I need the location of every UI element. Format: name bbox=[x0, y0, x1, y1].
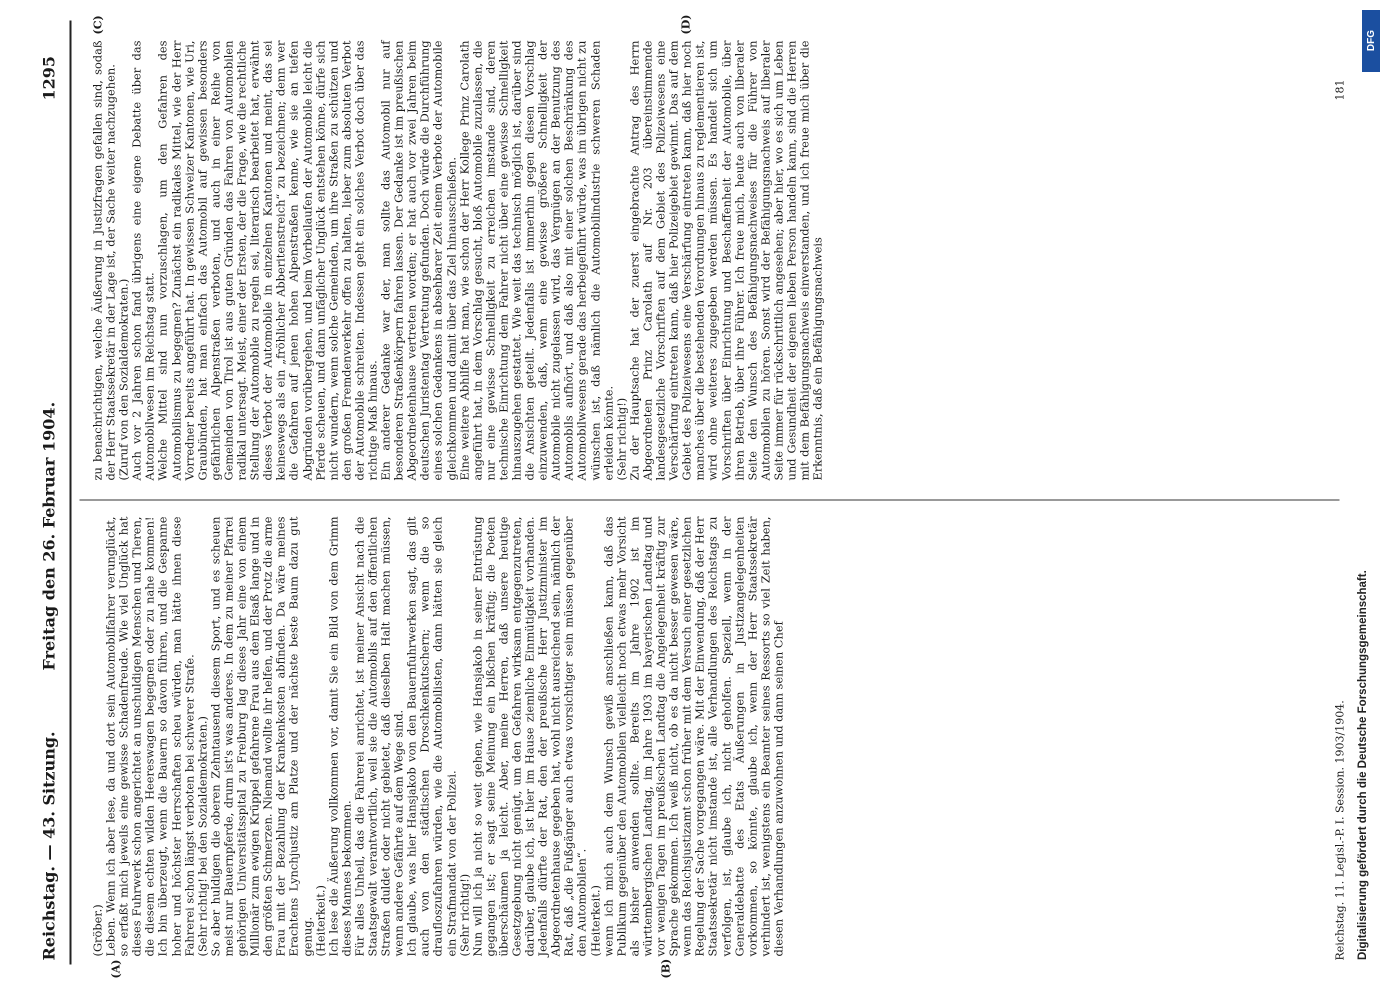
dfg-logo-text: DFG bbox=[1365, 30, 1377, 52]
margin-marker-b: (B) bbox=[659, 958, 673, 979]
margin-marker-a: (A) bbox=[109, 959, 123, 979]
page-number-top: 1295 bbox=[39, 55, 59, 101]
text-column-right: zu benachrichtigen, welche Äußerung in Justizfragen gefallen sind, sodaß der Herr Staatssekretär in der Lage ist, der Sache weiter nachzugehen. (Zuruf von den Sozialdemokraten.) Auch vor 2 Jahren schon fand übrigens eine eigene Debatte über das Automobilwesen im Reichstag statt. Welche Mittel sind nun vorzuschlagen, um den Gefahren des Automobilismus zu begegnen? Zunächst ein radikales Mittel, wie der Herr Vorredner bereits angeführt hat. In gewissen Schweizer Kantonen, wie Uri, Graubünden, hat man einfach das Automobil auf gewissen besonders gefährlichen Alpenstraßen verboten, und auch in einer Reihe von Gemeinden von Tirol ist aus guten Gründen das Fahren von Automobilen radikal untersagt. Meist, einer der Ersten, der die Frage, wie die rechtliche Stellung der Automobile zu regeln sei, literarisch bearbeitet hat, erwähnt dieses Verbot der Automobile in einzelnen Kantonen und meint, das sei keineswegs als ein „fröhlicher Abberitenstreich“ zu bezeichnen; denn wer die Gefahren auf jenen hohen Alpenstraßen kenne, wie sie an tiefen Abgründen vorübergehen, und beim Vorbeilaufen der Automobile leicht die Pferde scheuen, und dann unfäglicher Unglück entstehen könne, dürfe sich nicht wundern, wenn solche Gemeinden, um ihre Straßen zu schützen und den großen Fremdenverkehr offen zu halten, lieber zum absoluten Verbot der Automobile schreiten. Indessen geht ein solches Verbot doch über das richtige Maß hinaus. Ein anderer Gedanke war der, man sollte das Automobil nur auf besonderen Straßenkörpern fahren lassen. Der Gedanke ist im preußischen Abgeordnetenhause vertreten worden; er hat auch vor zwei Jahren beim deutschen Juristentag Vertretung gefunden. Doch würde die Durchführung eines solchen Gedankens in absehbarer Zeit einem Verbote der Automobile gleichkommen und damit über das Ziel hinausschießen. Eine weitere Abhilfe hat man, wie schon der Herr Kollege Prinz Carolath angeführt hat, in dem Vorschlag gesucht, bloß Automobile zuzulassen, die nur eine gewisse Schnelligkeit zu erreichen imstande sind, deren technische Einrichtung dem Fahrer nicht über eine gewisse Schnelligkeit hinauszugehen gestattet. Wie weit das technisch möglich ist, darüber sind die Ansichten geteilt. Jedenfalls ist immerhin gegen diesen Vorschlag einzuwenden, daß, wenn eine gewisse größere Schnelligkeit der Automobile nicht zugelassen wird, das Vergnügen an der Benutzung des Automobils aufhört, und daß also mit einer solchen Beschränkung des Automobilwesens gerade das herbeigeführt würde, was im übrigen nicht zu wünschen ist, daß nämlich die Automobilindustrie schweren Schaden erleiden könnte. (Sehr richtig!) Zu der Hauptsache hat der zuerst eingebrachte Antrag des Herrn Abgeordneten Prinz Carolath auf Nr. 203 übereinstimmende landesgesetzliche Vorschriften auf dem Gebiet des Polizeiwesens eine Verschärfung eintreten kann, daß hier Polizeigebiet gewinnt. Das auf dem Gebiet des Polizeiwesens eine Verschärfung eintreten kann, daß hier noch manches über die bestehenden Verordnungen hinaus zu reglementieren ist, wird ohne weiteres zugegeben werden müssen. Es handelt sich um Vorschriften über Einrichtung und Beschaffenheit der Automobile, über ihren Betrieb, über ihre Führer. Ich freue mich, heute auch von liberaler Seite den Wunsch des Befähigungsnachweises für die Führer von Automobilen zu hören. Sonst wird der Befähigungsnachweis auf liberaler Seite immer für rückschrittlich angesehen; aber hier, wo es sich um Leben und Gesundheit der eigenen lieben Person handeln kann, sind die Herren mit dem Befähigungsnachweis einverstanden, und ich freue mich über die Erkenntnis, daß ein Befähigungsnachweis bbox=[90, 40, 825, 481]
dfg-credit-text: Digitalisierung gefördert durch die Deutsche Forschungsgemeinschaft. bbox=[1357, 570, 1369, 960]
column-divider bbox=[80, 500, 1340, 501]
header-date: Freitag den 26. Februar 1904. bbox=[39, 401, 59, 671]
text-column-left: (Gröber.) Leben. Wenn ich aber lese, da und dort sein Automobilfahrer verunglückt, so erfaßt mich jeweils eine gewisse Schadenfreude. Wie viel Unglück hat dieses Fuhrwerk schon angerichtet an unschuldigen Menschen und Tieren, die diesem echten wilden Heereswagen begegnen oder zu nahe kommen! Ich bin überzeugt, wenn die Bauern so davon führen, und die Gespanne hoher und höchster Herrschaften scheu würden, man hätte ihnen diese Fahrerei schon längst verboten bei schwerer Strafe. (Sehr richtig! bei den Sozialdemokraten.) So aber huldigen die oberen Zehntausend diesem Sport, und es scheuen meist nur Bauernpferde, drum ist's was anderes. In dem zu meiner Pfarrei gehörigen Universitätsspital zu Freiburg lag dieses Jahr eine von einem Millionär zum ewigen Krüppel gefahrene Frau aus dem Elsaß lange und in den größten Schmerzen. Niemand wollte ihr helfen, und der Protz die arme Frau mit der Bezahlung der Krankenkosten abfinden. Da wäre meines Erachtens Lynchjustiz am Platze und der nächste beste Baum dazu gut genug. (Heiterkeit.) Ich lese die Äußerung vollkommen vor, damit Sie ein Bild von dem Grimm dieses Mannes bekommen. Für alles Unheil, das die Fahrerei anrichtet, ist meiner Ansicht nach die Staatsgewalt verantwortlich, weil sie die Automobils auf den öffentlichen Straßen duldet oder nicht gebietet, daß dieselben Halt machen müssen, wenn andere Gefährte auf dem Wege sind. Ich glaube, was hier Hansjakob von den Bauernfuhrwerken sagt, das gilt auch von den städtischen Droschkenkutschern; wenn die so draufloszufahren würden, wie die Automobilisten, dann hätten sie gleich ein Strafmandat von der Polizei. (Sehr richtig!) Nun will ich ja nicht so weit gehen, wie Hansjakob in seiner Entrüstung gegangen ist; er sagt seine Meinung ein bißchen kräftig; die Poeten überschäumen ja leicht. Aber, meine Herren, daß unsere heutige Gesetzgebung nicht genügt, um den Gefahren wirksam entgegenzutreten, darüber, glaube ich, ist hier im Hause ziemliche Einmütigkeit vorhanden. Jedenfalls dürfte der Rat, den der preußische Herr Justizminister im Abgeordnetenhause gegeben hat, wohl nicht ausreichend sein, nämlich der Rat, daß „die Fußgänger auch etwas vorsichtiger sein müssen gegenüber den Automobilen“. (Heiterkeit.) wenn ich mich auch dem Wunsch gewiß anschließen kann, daß das Publikum gegenüber den Automobilen vielleicht noch etwas mehr Vorsicht als bisher anwenden sollte. Bereits im Jahre 1902 ist im württembergischen Landtag, im Jahre 1903 im bayerischen Landtag und vor wenigen Tagen im preußischen Landtag die Angelegenheit kräftig zur Sprache gekommen. Ich weiß nicht, ob es da nicht besser gewesen wäre, wenn das Reichsjustizamt schon früher mit dem Versuch einer gesetzlichen Regelung der Sache vorgegangen wäre. Mit der Einwendung, daß der Herr Staatssekretär nicht imstande ist, alle Verhandlungen des Reichstags zu verfolgen, ist, glaube ich, nicht geholfen. Speziell, wenn in der Generaldebatte des Etats Äußerungen in Justizangelegenheiten vorkommen, so könnte, glaube ich, wenn der Herr Staatssekretär verhindert ist, wenigstens ein Beamter seines Ressorts so viel Zeit haben, diesen Verhandlungen anzuwohnen und dann seinen Chef bbox=[90, 516, 786, 957]
footer-sheet-number: 181 bbox=[1333, 79, 1347, 101]
margin-marker-c: (C) bbox=[91, 15, 105, 35]
header-rule bbox=[70, 21, 72, 965]
dfg-logo bbox=[1362, 10, 1380, 72]
margin-marker-d: (D) bbox=[679, 14, 693, 35]
dfg-sidebar bbox=[1355, 0, 1383, 1000]
header-session: Reichstag. — 43. Sitzung. bbox=[39, 731, 59, 961]
footer-legislature: Reichstag. 11. Legisl.-P. I. Session. 1903/1904. bbox=[1333, 700, 1347, 961]
rotated-page-content bbox=[0, 1, 1383, 1001]
